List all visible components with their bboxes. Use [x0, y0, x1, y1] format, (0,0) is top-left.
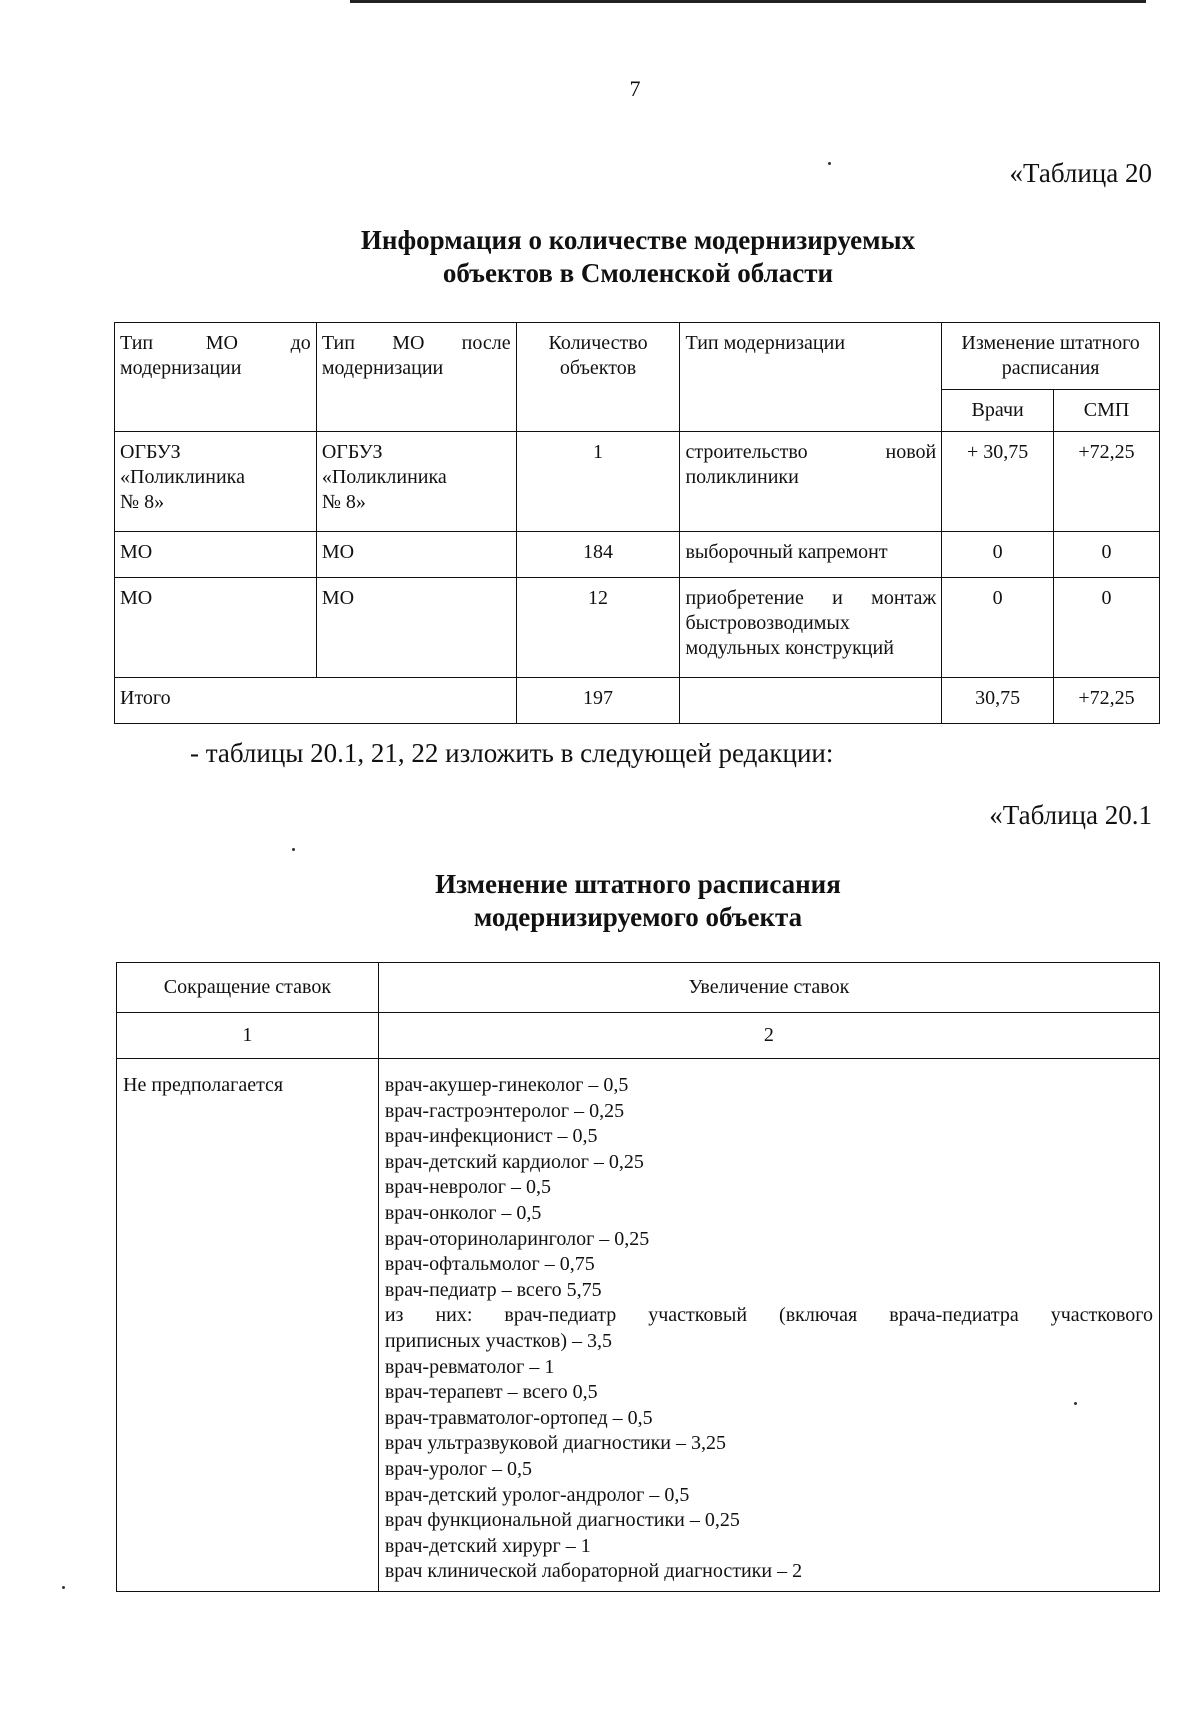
list-item: врач-терапевт – всего 0,5: [384, 1381, 598, 1404]
list-item: врач ультразвуковой диагностики – 3,25: [384, 1432, 726, 1455]
list-item: врач-ревматолог – 1: [384, 1355, 555, 1378]
list-item: врач-акушер-гинеколог – 0,5: [384, 1074, 629, 1096]
total-nurses: +72,25: [1054, 678, 1160, 724]
table-20-1-number-row: [117, 1013, 1160, 1059]
header-staff-change: Изменение штатного расписания: [942, 323, 1160, 390]
cell-count: 1: [516, 432, 680, 532]
total-count: 197: [516, 678, 680, 724]
column-number-2: 2: [378, 1013, 1159, 1059]
header-modernization-type: Тип модернизации: [680, 323, 942, 432]
table-20-1-header-row: [117, 963, 1160, 1013]
table-20-1-reference: «Таблица 20.1: [989, 800, 1152, 830]
list-item: врач-детский уролог-андролог – 0,5: [384, 1483, 690, 1506]
cell-before: МО: [115, 532, 317, 578]
cell-before: МО: [115, 578, 317, 678]
table-20-1-title-line-2: модернизируемого объекта: [473, 902, 803, 932]
total-doctors: 30,75: [942, 678, 1054, 724]
header-doctors: Врачи: [942, 390, 1054, 432]
table-20-title: [0, 224, 1200, 290]
cell-before: ОГБУЗ «Поликлиника № 8»: [115, 432, 317, 532]
cell-doctors: 0: [942, 578, 1054, 678]
cell-after: МО: [316, 578, 516, 678]
total-label: Итого: [115, 678, 517, 724]
list-item: врач-гастроэнтеролог – 0,25: [384, 1099, 625, 1122]
table-row: [115, 532, 1160, 578]
top-scan-rule: [350, 0, 1146, 3]
table-20: [114, 322, 1160, 724]
header-increase: Увеличение ставок: [378, 963, 1159, 1013]
reduction-value: Не предполагается: [117, 1059, 379, 1592]
table-row: [117, 1059, 1160, 1592]
table-row: [115, 432, 1160, 532]
cell-doctors: 0: [942, 532, 1054, 578]
table-20-1: [116, 962, 1160, 1592]
cell-type: приобретение и монтаж быстровозводимых модульных конструкций: [680, 578, 942, 678]
list-item: приписных участков) – 3,5: [384, 1329, 613, 1352]
list-item: врач-педиатр – всего 5,75: [384, 1278, 602, 1301]
list-item: врач-травматолог-ортопед – 0,5: [384, 1406, 653, 1429]
scan-speck: [292, 848, 295, 851]
header-type-after: Тип МО после модернизации: [316, 323, 516, 432]
cell-nurses: 0: [1054, 578, 1160, 678]
list-item: врач-невролог – 0,5: [384, 1176, 552, 1199]
cell-nurses: 0: [1054, 532, 1160, 578]
list-item: врач-детский кардиолог – 0,25: [384, 1150, 644, 1173]
cell-doctors: + 30,75: [942, 432, 1054, 532]
instruction-text: - таблицы 20.1, 21, 22 изложить в следующей редакции:: [190, 738, 834, 768]
header-reduction: Сокращение ставок: [117, 963, 379, 1013]
cell-after: МО: [316, 532, 516, 578]
table-20-reference: «Таблица 20: [1009, 158, 1152, 188]
header-count: Количество объектов: [516, 323, 680, 432]
list-item: врач клинической лабораторной диагностики – 2: [384, 1560, 803, 1583]
table-20-header-row: [115, 323, 1160, 390]
cell-after: ОГБУЗ «Поликлиника № 8»: [316, 432, 516, 532]
table-20-1-title-line-1: Изменение штатного расписания: [435, 869, 841, 899]
list-item: врач-детский хирург – 1: [384, 1534, 591, 1557]
list-item: врач функциональной диагностики – 0,25: [384, 1509, 740, 1532]
list-item: врач-оториноларинголог – 0,25: [384, 1227, 650, 1250]
cell-count: 184: [516, 532, 680, 578]
list-item: врач-инфекционист – 0,5: [384, 1125, 598, 1148]
header-type-before: Тип МО до модернизации: [115, 323, 317, 432]
list-item: из них: врач-педиатр участковый (включая врача-педиатра участкового: [384, 1304, 1153, 1327]
scan-speck: [1074, 1402, 1077, 1405]
column-number-1: 1: [117, 1013, 379, 1059]
increase-list: [378, 1059, 1159, 1592]
list-item: врач-уролог – 0,5: [384, 1457, 532, 1480]
table-20-1-title: [0, 868, 1200, 934]
scan-speck: [62, 1586, 65, 1589]
cell-nurses: +72,25: [1054, 432, 1160, 532]
cell-type: выборочный капремонт: [680, 532, 942, 578]
table-row: [115, 578, 1160, 678]
scan-speck: [828, 162, 831, 165]
table-total-row: [115, 678, 1160, 724]
list-item: врач-офтальмолог – 0,75: [384, 1253, 595, 1276]
table-20-title-line-1: Информация о количестве модернизируемых: [360, 225, 916, 255]
header-nurses: СМП: [1054, 390, 1160, 432]
total-type-empty: [680, 678, 942, 724]
list-item: врач-онколог – 0,5: [384, 1201, 542, 1224]
cell-count: 12: [516, 578, 680, 678]
cell-type: строительство новой поликлиники: [680, 432, 942, 532]
page-number: 7: [629, 76, 641, 101]
table-20-title-line-2: объектов в Смоленской области: [442, 258, 834, 288]
